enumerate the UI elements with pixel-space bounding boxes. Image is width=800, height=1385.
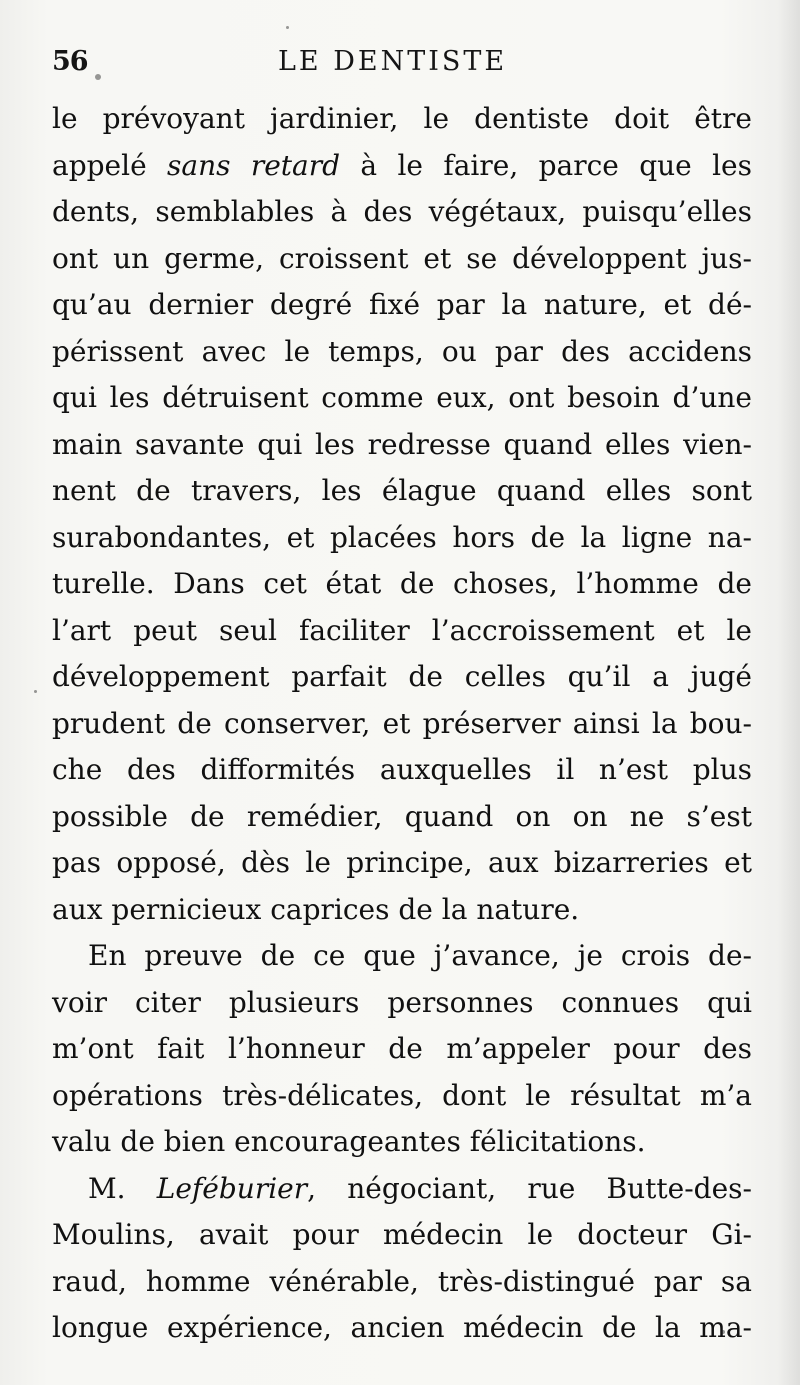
text-line: M. Leféburier, négociant, rue Butte-des- [88,1171,752,1205]
text-line: main savante qui les redresse quand elles vien- [52,427,752,461]
text-line: turelle. Dans cet état de choses, l’homme de [52,567,752,600]
text-line: périssent avec le temps, ou par des accidens [52,334,752,368]
text-line: prudent de conserver, et préserver ainsi la bou- [52,706,752,740]
running-head: LE DENTISTE [278,46,508,77]
page-edge-shadow [778,0,800,1385]
text-line: ont un germe, croissent et se développent jus- [52,241,752,275]
text-line: che des difformités auxquelles il n’est plus [52,753,752,786]
text-line: qu’au dernier degré fixé par la nature, et dé- [52,288,752,321]
text-line: pas opposé, dès le principe, aux bizarreries et [52,846,752,879]
text-line: valu de bien encourageantes félicitations. [52,1125,646,1158]
text-line: possible de remédier, quand on on ne s’est [52,799,752,833]
text-line: Moulins, avait pour médecin le docteur Gi- [52,1218,752,1251]
text-line: surabondantes, et placées hors de la ligne na- [52,520,752,554]
page-header [52,42,752,86]
text-line: aux pernicieux caprices de la nature. [52,892,580,926]
text-line: opérations très-délicates, dont le résultat m’a [52,1078,752,1112]
text-line: m’ont fait l’honneur de m’appeler pour des [52,1032,752,1065]
text-line: l’art peut seul faciliter l’accroissement et le [52,613,752,647]
text-line: dents, semblables à des végétaux, puisqu’elles [52,195,752,228]
text-line: le prévoyant jardinier, le dentiste doit être [52,102,752,135]
ink-speck [721,1330,725,1334]
text-line: qui les détruisent comme eux, ont besoin d’une [52,381,752,414]
text-line: nent de travers, les élague quand elles sont [52,474,752,507]
page-number: 56 [52,46,88,77]
text-line: raud, homme vénérable, très-distingué par sa [52,1264,752,1298]
text-line: appelé sans retard à le faire, parce que les [52,148,752,182]
text-line: voir citer plusieurs personnes connues qui [52,985,752,1019]
text-line: En preuve de ce que j’avance, je crois de- [88,939,752,972]
text-line: longue expérience, ancien médecin de la ma- [52,1311,752,1344]
text-line: développement parfait de celles qu’il a jugé [52,660,752,693]
ink-speck [34,690,37,693]
body-text [52,96,752,1352]
ink-speck [95,74,101,80]
ink-speck [286,26,289,29]
